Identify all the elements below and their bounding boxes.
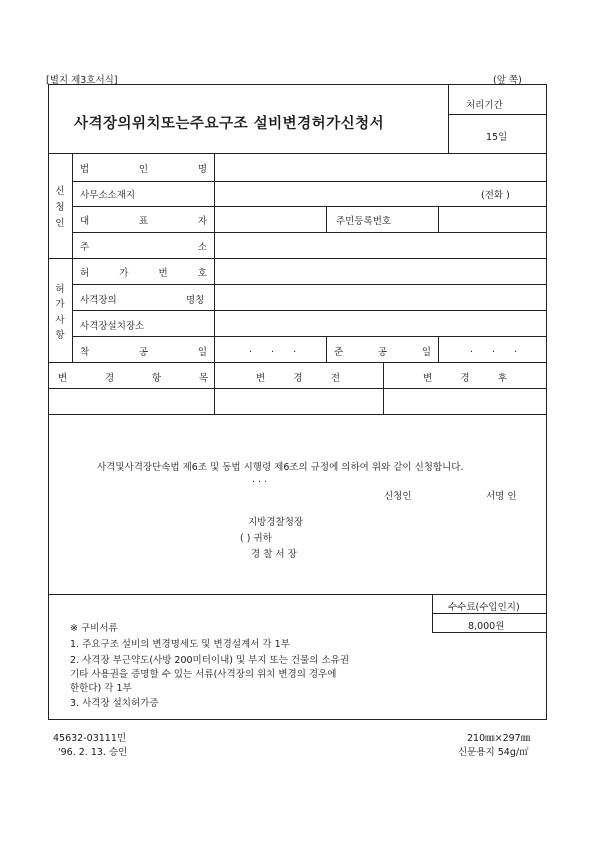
permit-number-label: 허 가 번 호 xyxy=(80,268,207,279)
resident-number-label: 주민등록번호 xyxy=(336,216,392,227)
permit-section-label: 허 가 사 항 xyxy=(55,284,65,341)
change-item-header: 변 경 항 목 xyxy=(58,373,208,384)
company-name-field[interactable] xyxy=(215,154,546,181)
page-side-label: (앞 쪽) xyxy=(493,75,522,86)
representative-field[interactable] xyxy=(215,207,325,232)
approval-date: '96. 2. 13. 승인 xyxy=(58,747,128,758)
start-date-value[interactable]: . . . xyxy=(249,344,305,355)
document-item: 기타 사용권을 증명할 수 있는 서류(사격장의 위치 변경의 경우에 xyxy=(70,669,337,680)
range-name-field[interactable] xyxy=(215,285,546,310)
representative-label: 대 표 자 xyxy=(80,216,207,227)
phone-label: (전화 ) xyxy=(481,190,510,201)
form-title: 사격장의위치또는주요구조 설비변경허가신청서 xyxy=(74,116,385,132)
document-item: 한한다) 각 1부 xyxy=(70,683,132,694)
applicant-sign-label: 신청인 xyxy=(384,491,412,502)
document-item: 2. 사격장 부근약도(사방 200미터이내) 및 부지 또는 건물의 소유권 xyxy=(70,655,350,666)
after-change-header: 변 경 후 xyxy=(423,373,507,384)
resident-number-field[interactable] xyxy=(439,207,546,232)
form-code: 45632-03111민 xyxy=(53,733,127,744)
document-item: 1. 주요구조 설비의 변경명세도 및 변경설계서 각 1부 xyxy=(70,639,290,650)
fee-value: 8,000원 xyxy=(468,621,505,632)
before-change-header: 변 경 전 xyxy=(256,373,340,384)
paper-type: 신문용지 54g/㎡ xyxy=(458,747,529,758)
form-number: [별지 제3호서식] xyxy=(46,75,118,86)
start-date-label: 착 공 일 xyxy=(80,347,207,358)
change-item-field[interactable] xyxy=(49,389,213,414)
applicant-section-label: 신 청 인 xyxy=(55,186,65,229)
range-location-field[interactable] xyxy=(215,311,546,336)
after-change-field[interactable] xyxy=(384,389,546,414)
police-chief-label: 지방경찰청장 xyxy=(248,517,304,528)
declaration-text: 사격및사격장단속법 제6조 및 동법 시행령 제6조의 규정에 의하여 위와 같이 신청합니다. xyxy=(97,462,464,473)
fee-label: 수수료(수입인지) xyxy=(448,602,520,613)
range-location-label: 사격장설치장소 xyxy=(80,321,145,332)
address-label: 주 소 xyxy=(80,242,207,253)
office-address-label: 사무소소재지 xyxy=(80,190,136,201)
permit-number-field[interactable] xyxy=(215,259,546,284)
completion-date-value[interactable]: . . . xyxy=(470,344,526,355)
company-name-label: 법 인 명 xyxy=(80,164,207,175)
range-name-label-a: 사격장의 xyxy=(80,295,117,306)
document-item: 3. 사격장 설치허가증 xyxy=(70,698,159,709)
processing-period-value: 15일 xyxy=(486,132,508,143)
range-name-label-b: 명칭 xyxy=(186,295,205,306)
station-chief-label: 경 찰 서 장 xyxy=(251,549,297,560)
processing-period-label: 처리기간 xyxy=(466,100,503,111)
recipient-label: ( ) 귀하 xyxy=(240,533,272,544)
paper-size: 210㎜×297㎜ xyxy=(467,733,531,744)
signature-label: 서명 인 xyxy=(486,491,517,502)
documents-title: ※ 구비서류 xyxy=(70,623,118,634)
before-change-field[interactable] xyxy=(215,389,382,414)
date-dots: . . . xyxy=(252,474,268,485)
address-field[interactable] xyxy=(215,233,546,258)
completion-date-label: 준 공 일 xyxy=(334,347,431,358)
